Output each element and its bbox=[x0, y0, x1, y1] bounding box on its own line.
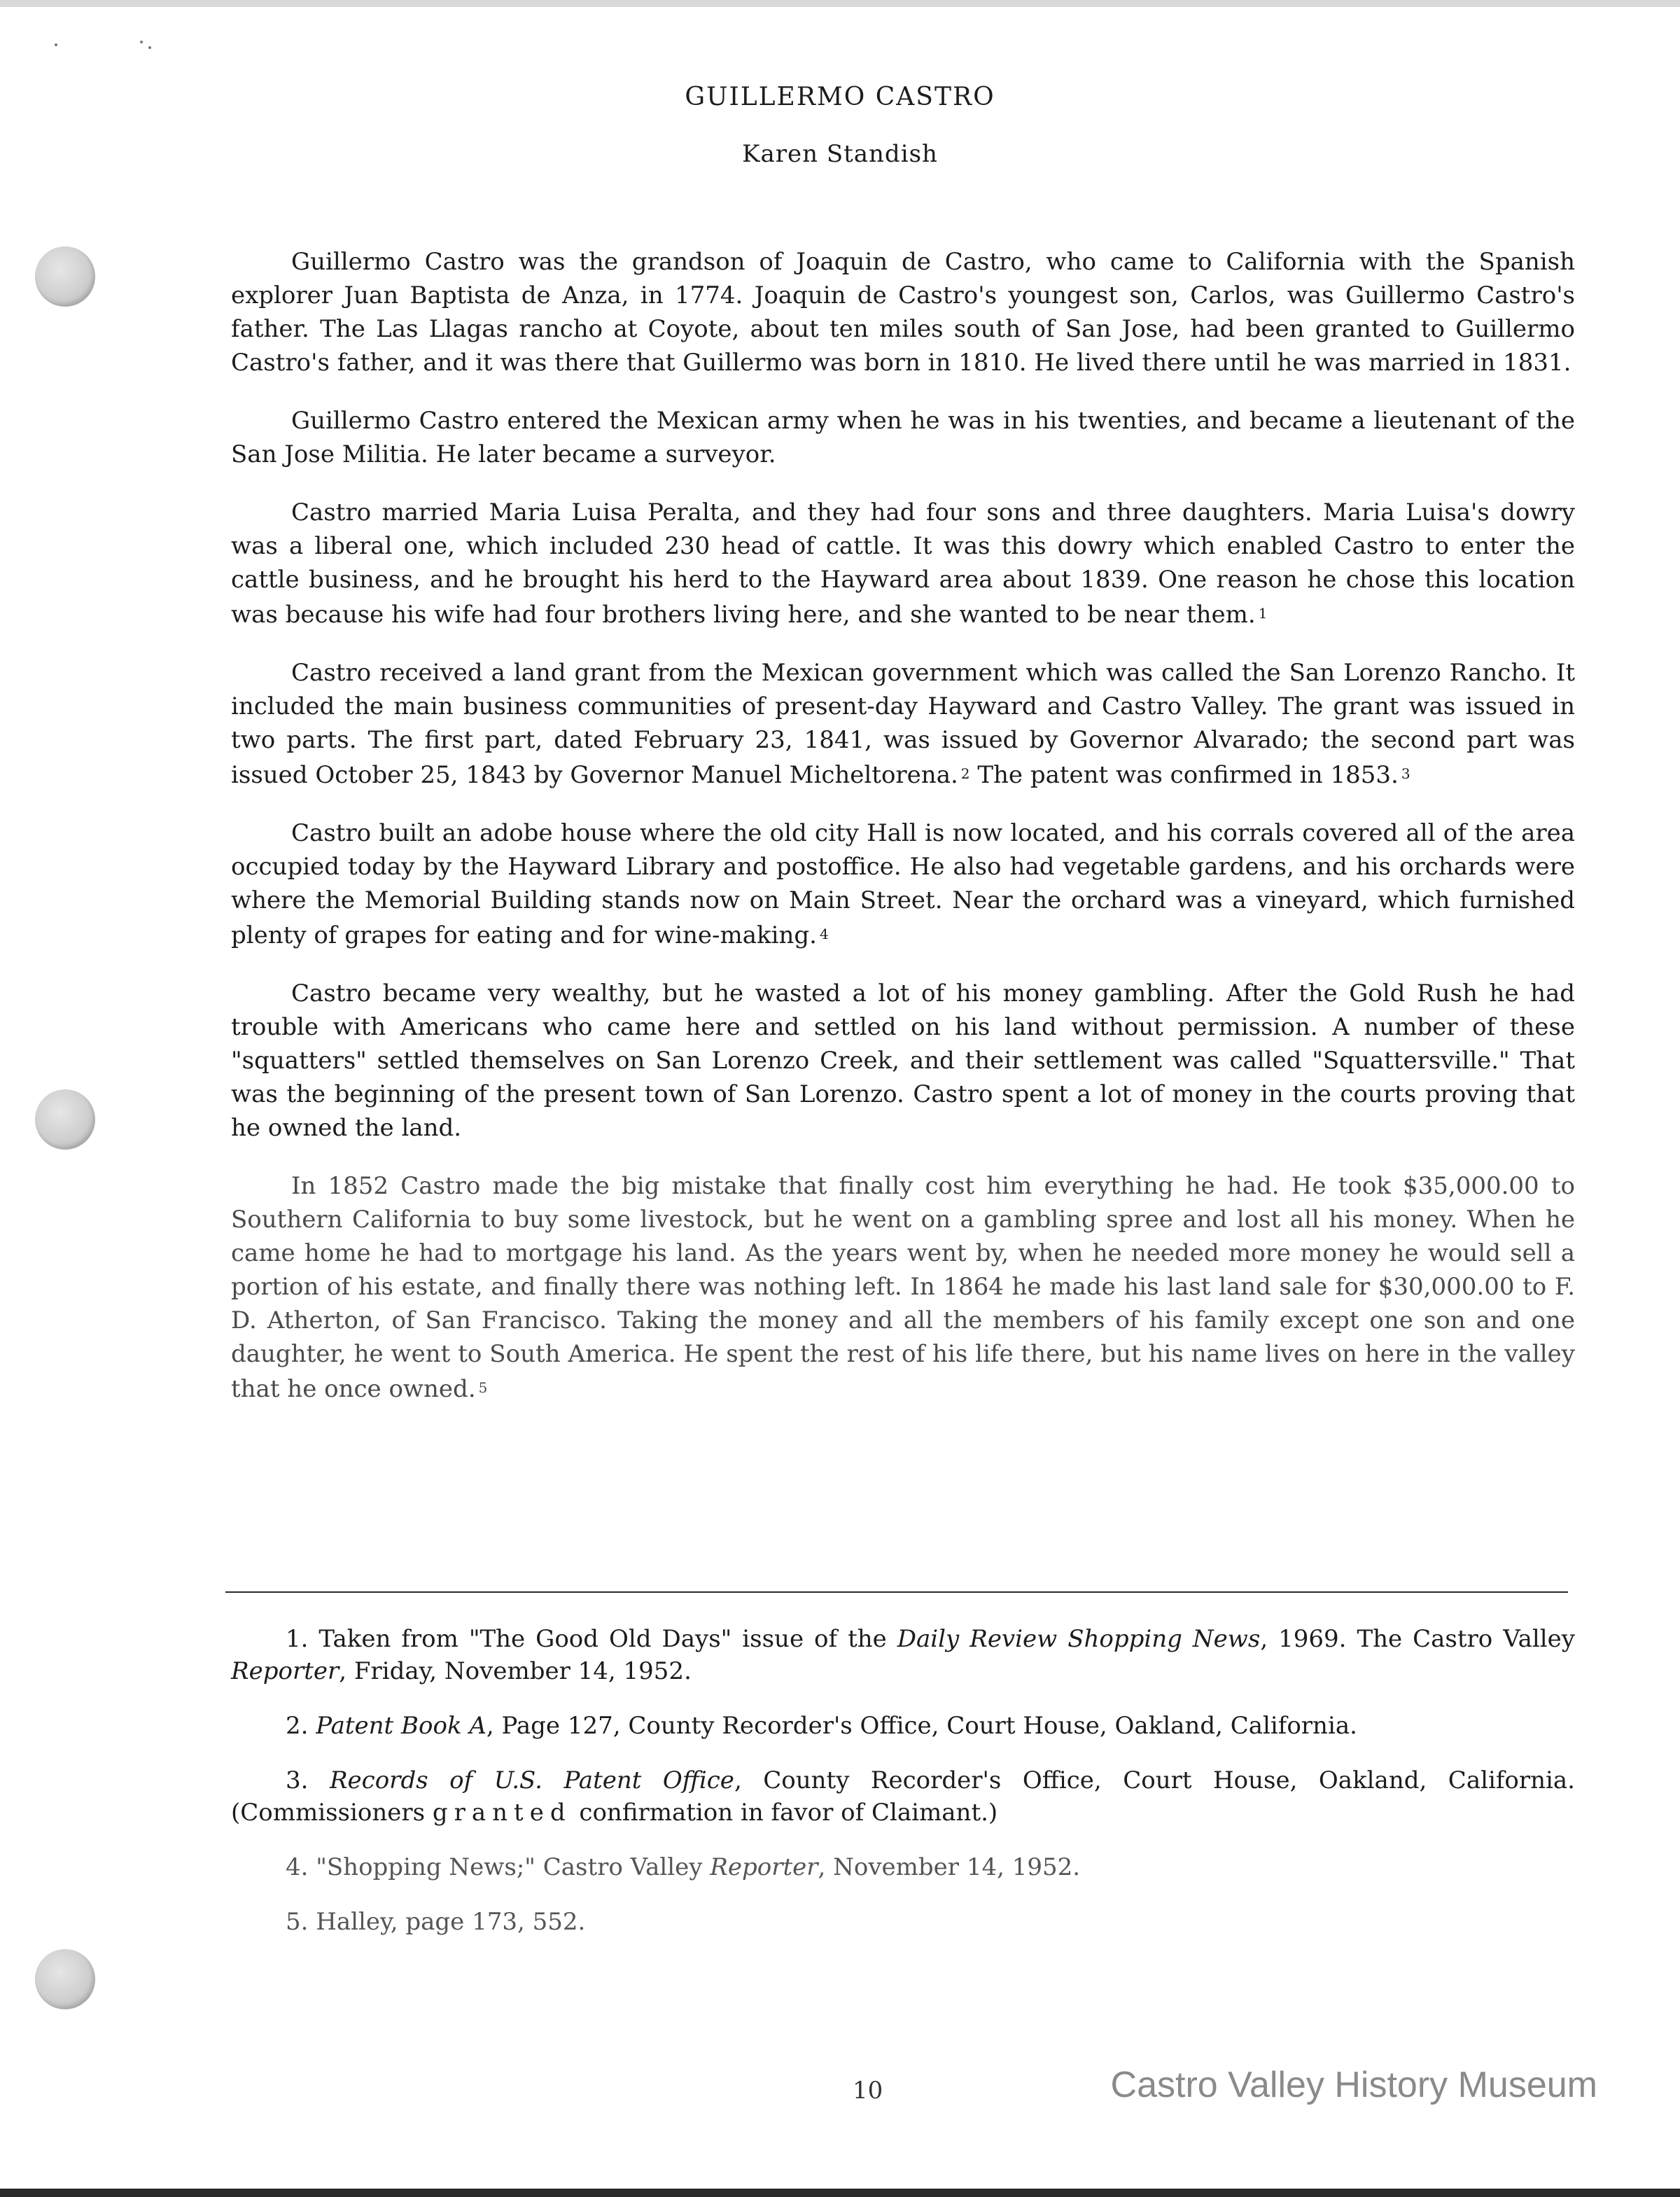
footnote-ref: 4 bbox=[819, 926, 829, 942]
footnote-divider bbox=[225, 1591, 1568, 1593]
scan-speck bbox=[55, 43, 57, 46]
footnote-ref: 3 bbox=[1401, 765, 1410, 782]
binder-hole-bottom bbox=[35, 1949, 95, 2009]
footnotes bbox=[231, 1623, 1575, 1960]
paragraph: Guillermo Castro was the grandson of Joaquin de Castro, who came to California with the Spanish explorer Juan Baptista de Anza, in 1774. Joaquin de Castro's youngest son, Carlos, was Guillermo Castro's father. The Las Llagas rancho at Coyote, about ten miles south of San Jose, had been granted to Guillermo Castro's father, and it was there that Guillermo was born in 1810. He lived there until he was married in 1831. bbox=[231, 248, 1575, 377]
paragraph: Castro received a land grant from the Mexican government which was called the San Lorenzo Rancho. It included the main business communities of present-day Hayward and Castro Valley. The grant was issued in two parts. The first part, dated February 23, 1841, was issued by Governor Alvarado; the second part was issued October 25, 1843 by Governor Manuel Micheltorena. $^2$ The patent was confirmed in 1853. $^3$ bbox=[231, 659, 1575, 789]
paragraph: Castro became very wealthy, but he wasted a lot of his money gambling. After the Gold Rush he had trouble with Americans who came here and settled on his land without permission. A number of these "squatters" settled themselves on San Lorenzo Creek, and their settlement was called "Squattersville." That was the beginning of the present town of San Lorenzo. Castro spent a lot of money in the courts proving that he owned the land. bbox=[231, 979, 1575, 1142]
article-body bbox=[231, 245, 1575, 1430]
footnote: 2. Patent Book A, Page 127, County Recorder's Office, Court House, Oakland, California. bbox=[286, 1712, 1357, 1740]
footnote: 4. "Shopping News;" Castro Valley Reporter, November 14, 1952. bbox=[286, 1853, 1081, 1881]
footnote-ref: 2 bbox=[960, 765, 970, 782]
paragraph: Castro married Maria Luisa Peralta, and they had four sons and three daughters. Maria Luisa's dowry was a liberal one, which included 230 head of cattle. It was this dowry which enabled Castro to enter the cattle business, and he brought his herd to the Hayward area about 1839. One reason he chose this location was because his wife had four brothers living here, and she wanted to be near them. $^1$ bbox=[231, 498, 1575, 629]
footnote-ref: 1 bbox=[1258, 605, 1268, 622]
scan-speck bbox=[140, 41, 143, 43]
scan-top-edge bbox=[0, 0, 1680, 7]
footnote: 1. Taken from "The Good Old Days" issue of the Daily Review Shopping News, 1969. The Castro Valley Reporter, Friday, November 14, 1952. bbox=[231, 1625, 1575, 1685]
paragraph: Castro built an adobe house where the old city Hall is now located, and his corrals covered all of the area occupied today by the Hayward Library and postoffice. He also had vegetable gardens, and his orchards were where the Memorial Building stands now on Main Street. Near the orchard was a vineyard, which furnished plenty of grapes for eating and for wine-making. $^4$ bbox=[231, 819, 1575, 949]
page-number: 10 bbox=[853, 2077, 883, 2105]
binder-hole-top bbox=[35, 246, 95, 307]
scan-speck bbox=[148, 46, 151, 49]
paragraph: In 1852 Castro made the big mistake that finally cost him everything he had. He took $35,000.00 to Southern California to buy some livestock, but he went on a gambling spree and lost all his money. When he came home he had to mortgage his land. As the years went by, when he needed more money he would sell a portion of his estate, and finally there was nothing left. In 1864 he made his last land sale for $30,000.00 to F. D. Atherton, of San Francisco. Taking the money and all the members of his family except one son and one daughter, he went to South America. He spent the rest of his life there, but his name lives on here in the valley that he once owned. $^5$ bbox=[231, 1172, 1575, 1403]
page-title: GUILLERMO CASTRO bbox=[685, 83, 995, 111]
footnote: 3. Records of U.S. Patent Office, County Recorder's Office, Court House, Oakland, California. (Commissioners granted confirmation in favor of Claimant.) bbox=[231, 1766, 1575, 1827]
museum-watermark: Castro Valley History Museum bbox=[1110, 2065, 1597, 2105]
paragraph: Guillermo Castro entered the Mexican army when he was in his twenties, and became a lieutenant of the San Jose Militia. He later became a surveyor. bbox=[231, 407, 1575, 468]
scan-bottom-edge bbox=[0, 2189, 1680, 2197]
footnote: 5. Halley, page 173, 552. bbox=[286, 1908, 586, 1936]
footnote-ref: 5 bbox=[478, 1379, 488, 1396]
author-name: Karen Standish bbox=[742, 140, 938, 168]
binder-hole-middle bbox=[35, 1089, 95, 1150]
